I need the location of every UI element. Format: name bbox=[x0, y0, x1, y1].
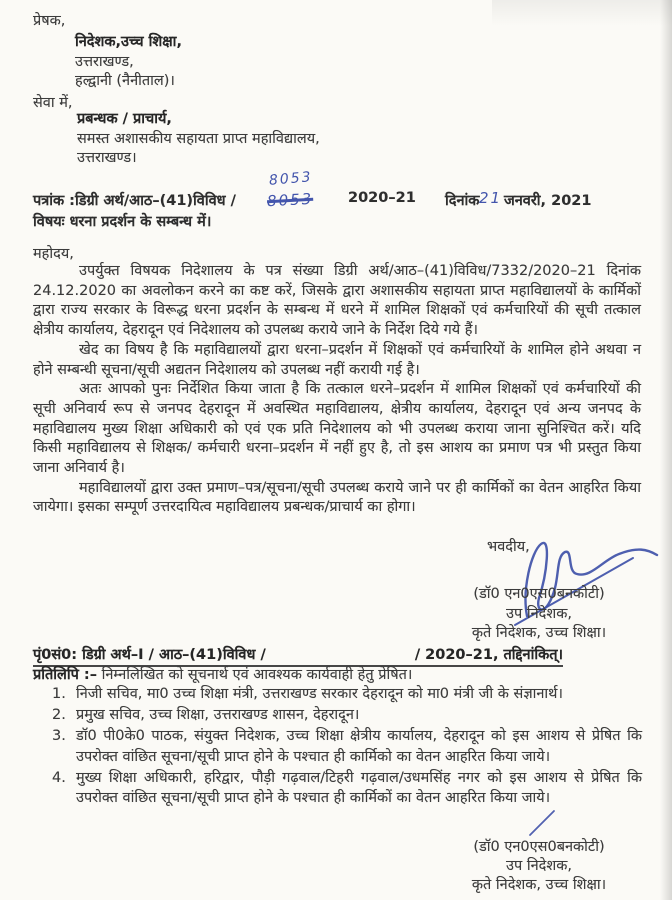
recipient-label: सेवा में, bbox=[33, 95, 73, 111]
body-paragraph: अतः आपको पुनः निर्देशित किया जाता है कि तत्काल धरने–प्रदर्शन में शामिल शिक्षकों एवं कर्मचारियों की सूची अनिवार्य रूप से जनपद देहरादून में अवस्थित महाविद्यालय, क्षेत्रीय कार्यालय, देहरादून एवं अन्य जनपद के महाविद्यालय मुख्य शिक्षा अधिकारी को एवं एक प्रति निदेशालय को भी उपलब्ध कराया जाना सुनिश्चित करें। यदि किसी महाविद्यालय से शिक्षक/ कर्मचारी धरना–प्रदर्शन में नहीं हुए है, तो इस आशय का प्रमाण पत्र भी प्रस्तुत किया जाना अनिवार्य है। bbox=[33, 381, 641, 477]
valediction: भवदीय, bbox=[487, 539, 530, 555]
sender-address bbox=[75, 33, 182, 92]
copy-label: प्रतिलिपि :– bbox=[33, 667, 97, 683]
copy-item-number: 4. bbox=[52, 769, 66, 786]
copy-list bbox=[52, 684, 642, 809]
signatory-designation: उप निदेशक, bbox=[506, 858, 572, 874]
copy-item-number: 1. bbox=[52, 686, 66, 702]
signatory-on-behalf: कृते निदेशक, उच्च शिक्षा। bbox=[471, 877, 607, 893]
signature-tick-ink bbox=[526, 808, 558, 838]
copy-item bbox=[52, 768, 642, 808]
sender-line: उत्तराखण्ड, bbox=[75, 53, 134, 70]
handwritten-date-day: 21 bbox=[479, 189, 503, 207]
date-label: दिनांक bbox=[445, 193, 480, 209]
sender-line: निदेशक,उच्च शिक्षा, bbox=[75, 34, 182, 50]
body-paragraph: महाविद्यालयों द्वारा उक्त प्रमाण–पत्र/सूचना/सूची उपलब्ध कराये जाने पर ही कार्मिकों का वेतन आहरित किया जायेगा। इसका सम्पूर्ण उत्तरदायित्व महाविद्यालय प्रबन्धक/प्राचार्य का होगा। bbox=[33, 479, 641, 516]
copy-item-number: 3. bbox=[52, 728, 66, 745]
sender-line: हल्द्वानी (नैनीताल)। bbox=[75, 73, 175, 89]
copy-item bbox=[52, 726, 642, 766]
copy-item-text: प्रमुख सचिव, उच्च शिक्षा, उत्तराखण्ड शासन, देहरादून। bbox=[76, 707, 360, 724]
date-rest: जनवरी, 2021 bbox=[504, 193, 592, 209]
sender-label: प्रेषक, bbox=[33, 13, 66, 29]
handwritten-number-struck: 8053 bbox=[266, 189, 314, 211]
copy-intro: निम्नलिखित को सूचनार्थ एवं आवश्यक कार्यवाही हेतु प्रेषित। bbox=[101, 667, 413, 683]
letter-body bbox=[33, 262, 641, 518]
signatory-name: (डॉ0 एन0एस0बनकोटी) bbox=[473, 839, 605, 855]
signatory-designation: उप निदेशक, bbox=[506, 605, 572, 622]
recipient-address bbox=[77, 110, 320, 169]
copy-item-text: निजी सचिव, मा0 उच्च शिक्षा मंत्री, उत्तराखण्ड सरकार देहरादून को मा0 मंत्री जी के संज्ञानार्थ। bbox=[76, 686, 563, 702]
letter-number-year: 2020–21 bbox=[348, 190, 416, 206]
recipient-line: समस्त अशासकीय सहायता प्राप्त महाविद्यालय, bbox=[77, 130, 320, 147]
copy-item bbox=[52, 705, 642, 725]
subject-line: विषयः धरना प्रदर्शन के सम्बन्ध में। bbox=[33, 214, 212, 230]
copy-item-text: मुख्य शिक्षा अधिकारी, हरिद्वार, पौड़ी गढ़वाल/टिहरी गढ़वाल/उधमसिंह नगर को इस आशय से प्रेषित कि उपरोक्त वांछित सूचना/सूची प्राप्त होने के पश्चात ही कार्मिकों का वेतन आहरित किया जाये। bbox=[76, 769, 642, 807]
closing-signatory bbox=[455, 585, 623, 644]
letter-number-prefix: पत्रांक :डिग्री अर्थ/आठ–(41)विविध / bbox=[33, 193, 236, 209]
signatory-on-behalf: कृते निदेशक, उच्च शिक्षा। bbox=[471, 625, 607, 641]
handwritten-number: 8053 bbox=[268, 169, 314, 189]
endorsement-suffix: / 2020–21, तद्दिनांकित्। bbox=[414, 647, 563, 663]
signatory-name: (डॉ0 एन0एस0बनकोटी) bbox=[473, 586, 605, 602]
endorsement-prefix: पृं0सं0: डिग्री अर्थ–I / आठ–(41)विविध / bbox=[33, 647, 266, 663]
copy-item-text: डॉ0 पी0के0 पाठक, संयुक्त निदेशक, उच्च शिक्षा क्षेत्रीय कार्यालय, देहरादून को इस आशय से प्रेषित कि उपरोक्त वांछित सूचना/सूची प्राप्त होने के पश्चात ही कार्मिको का वेतन आहरित किया जाये। bbox=[76, 728, 642, 765]
copy-item bbox=[52, 684, 642, 704]
body-paragraph: खेद का विषय है कि महाविद्यालयों द्वारा धरना–प्रदर्शन में शिक्षकों एवं कर्मचारियों के शामिल होने अथवा न होने सम्बन्धी सूचना/सूची अद्यतन निदेशालय को उपलब्ध नहीं करायी गई है। bbox=[33, 341, 641, 378]
body-paragraph: उपर्युक्त विषयक निदेशालय के पत्र संख्या डिग्री अर्थ/आठ–(41)विविध/7332/2020–21 दिनांक 24.12.2020 का अवलोकन करने का कष्ट करें, जिसके द्वारा अशासकीय सहायता प्राप्त महाविद्यालयों के कार्मिकों द्वारा राज्य सरकार के विरूद्ध धरना प्रदर्शन के सम्बन्ध में धरने में शामिल शिक्षकों एवं कर्मचारियों की सूची तत्काल क्षेत्रीय कार्यालय, देहरादून एवं निदेशालय को उपलब्ध कराये जाने के निर्देश दिये गये हैं। bbox=[33, 263, 641, 339]
salutation: महोदय, bbox=[33, 246, 74, 262]
recipient-line: प्रबन्धक / प्राचार्य, bbox=[77, 111, 172, 127]
recipient-line: उत्तराखण्ड। bbox=[77, 150, 137, 166]
footer-signatory bbox=[455, 838, 623, 895]
copy-intro-line bbox=[33, 664, 640, 684]
copy-item-number: 2. bbox=[52, 707, 66, 724]
